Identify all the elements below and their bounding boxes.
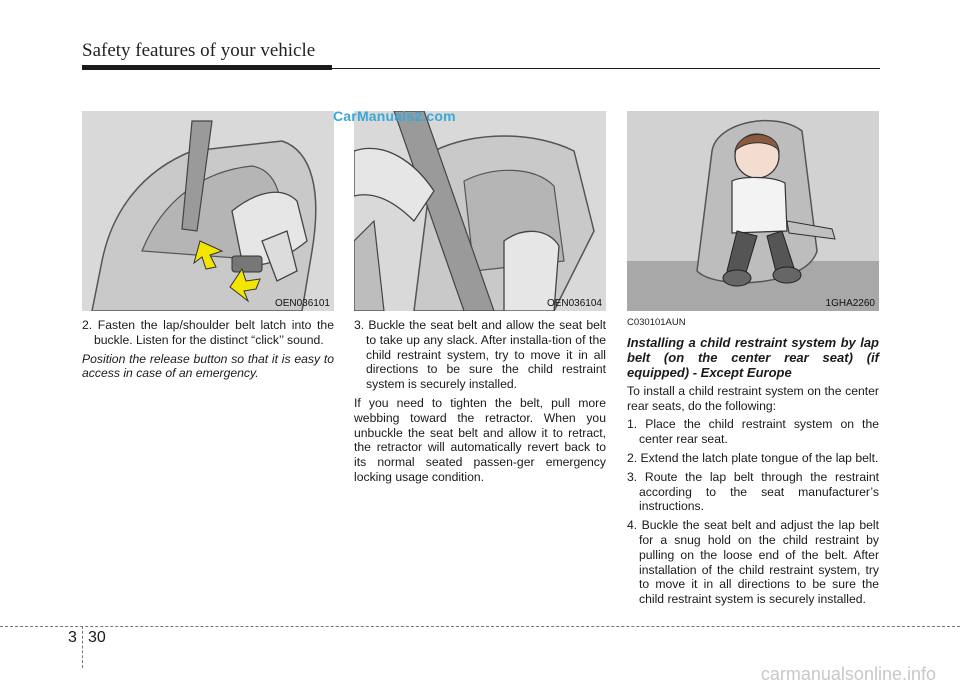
section-code: C030101AUN <box>627 317 686 328</box>
step-2: 2. Fasten the lap/shoulder belt latch into the buckle. Listen for the distinct “click’’ sound. <box>82 318 334 347</box>
note-release-button: Position the release button so that it is easy to access in case of an emergency. <box>82 351 334 381</box>
footer-divider <box>82 626 83 668</box>
column-3 <box>627 316 879 611</box>
child-restraint-illustration <box>627 111 879 311</box>
section-intro: To install a child restraint system on the center rear seats, do the following: <box>627 383 879 413</box>
watermark-top: CarManuals2.com <box>333 108 456 124</box>
section-title: Installing a child restraint system by lap belt (on the center rear seat) (if equipped) - Except Europe <box>627 334 879 380</box>
page-header-title: Safety features of your vehicle <box>82 40 316 61</box>
list-item: 1. Place the child restraint system on the center rear seat. <box>627 417 879 447</box>
watermark-bottom: carmanualsonline.info <box>760 664 936 684</box>
step-3: 3. Buckle the seat belt and allow the seat belt to take up any slack. After installa-tion of the child restraint system, try to move it in all directions to be sure the child restraint system is securely installed. <box>354 318 606 392</box>
figure-buckle <box>82 111 334 311</box>
page-number: 30 <box>88 629 106 646</box>
header-bar <box>82 65 332 70</box>
column-2 <box>354 318 606 489</box>
seat-belt-retract-illustration <box>354 111 606 311</box>
seat-belt-buckle-illustration <box>82 111 334 311</box>
list-item: 2. Extend the latch plate tongue of the lap belt. <box>627 450 879 465</box>
figure-retract <box>354 111 606 311</box>
figure-child-restraint <box>627 111 879 311</box>
column-1 <box>82 318 334 385</box>
header-rule <box>332 68 880 69</box>
footer-rule <box>0 626 960 627</box>
tighten-paragraph: If you need to tighten the belt, pull more webbing toward the retractor. When you unbuckle the seat belt and allow it to retract, the retractor will automatically revert back to its normal seated passen-ger emergency locking usage condition. <box>354 395 606 484</box>
figure-code: OEN036104 <box>546 298 602 309</box>
figure-code: 1GHA2260 <box>825 298 875 309</box>
chapter-number: 3 <box>68 629 77 646</box>
list-item: 4. Buckle the seat belt and adjust the lap belt for a snug hold on the child restraint by pulling on the loose end of the belt. After installation of the child restraint system, try to move it in all directions to be sure the child restraint system is securely installed. <box>627 518 879 607</box>
figure-code: OEN036101 <box>274 298 330 309</box>
list-item: 3. Route the lap belt through the restraint according to the seat manufacturer’s instructions. <box>627 469 879 514</box>
